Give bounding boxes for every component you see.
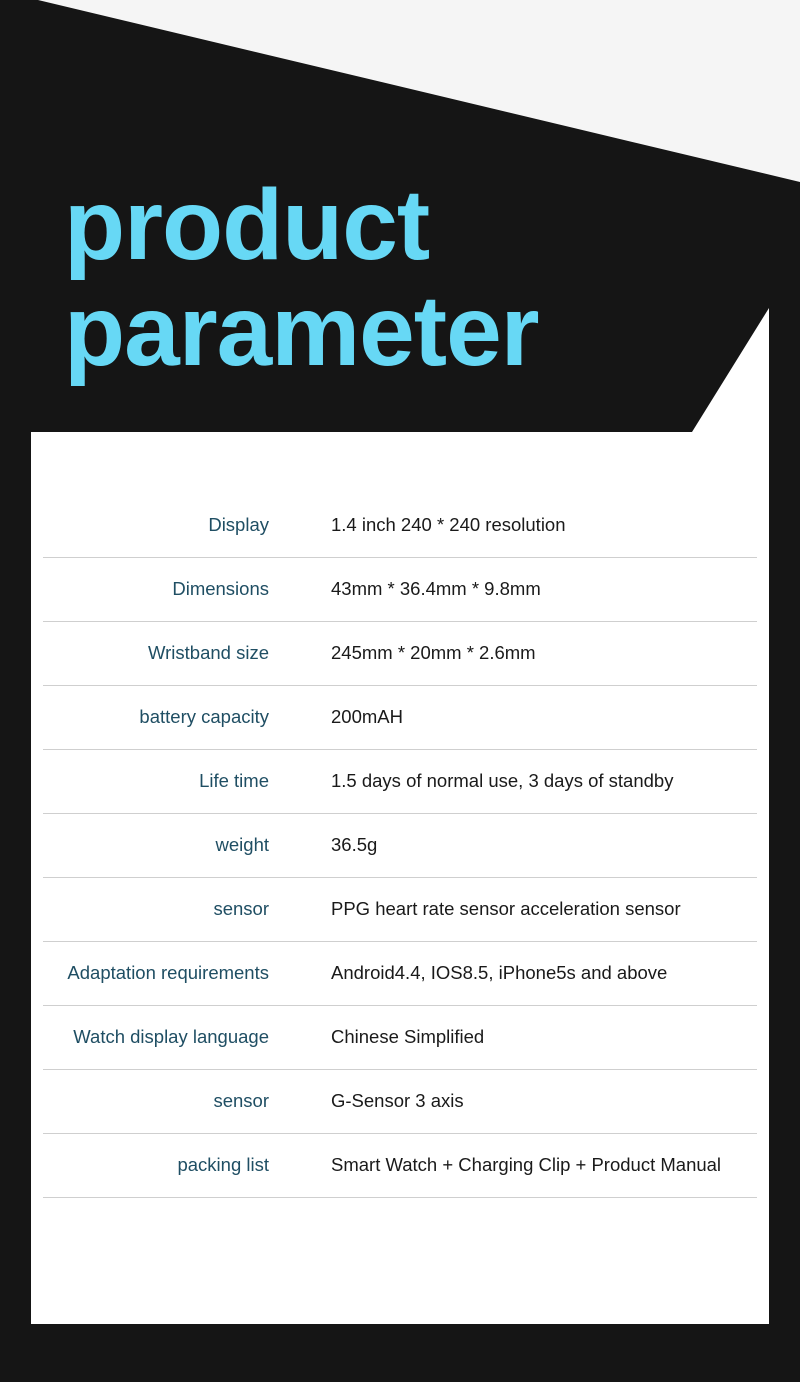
spec-label: sensor [213,898,269,919]
spec-value: Chinese Simplified [331,1026,485,1047]
spec-label: Dimensions [172,578,269,599]
spec-row-sensor [43,878,757,942]
spec-row-packing-list [43,1134,757,1198]
spec-row-display [43,494,757,558]
spec-label: Watch display language [73,1026,269,1047]
page-title-line-1: product [64,169,430,281]
spec-value: 1.5 days of normal use, 3 days of standby [331,770,674,791]
spec-label: Life time [199,770,269,791]
spec-row-weight [43,814,757,878]
spec-value: G-Sensor 3 axis [331,1090,464,1111]
spec-value: 245mm * 20mm * 2.6mm [331,642,536,663]
spec-label: packing list [177,1154,269,1175]
spec-value: Smart Watch + Charging Clip + Product Manual [331,1154,722,1175]
top-light-wedge [0,0,800,190]
parameter-card [31,308,769,1324]
spec-label: Wristband size [148,642,269,663]
spec-label: Adaptation requirements [67,962,269,983]
spec-value: 200mAH [331,706,403,727]
spec-label: battery capacity [139,706,269,727]
spec-label: Display [208,514,269,535]
spec-value: 1.4 inch 240 * 240 resolution [331,514,566,535]
spec-label: sensor [213,1090,269,1111]
spec-value: 43mm * 36.4mm * 9.8mm [331,578,541,599]
spec-row-battery-capacity [43,686,757,750]
spec-row-dimensions [43,558,757,622]
spec-row-wristband-size [43,622,757,686]
spec-value: PPG heart rate sensor acceleration sensor [331,898,681,919]
spec-row-watch-display-language [43,1006,757,1070]
spec-label: weight [215,834,269,855]
spec-value: 36.5g [331,834,378,855]
spec-row-life-time [43,750,757,814]
spec-row-adaptation-requirements [43,942,757,1006]
page-title-line-2: parameter [64,275,539,387]
spec-row-g-sensor [43,1070,757,1134]
spec-table [43,494,757,1198]
spec-value: Android4.4, IOS8.5, iPhone5s and above [331,962,668,983]
